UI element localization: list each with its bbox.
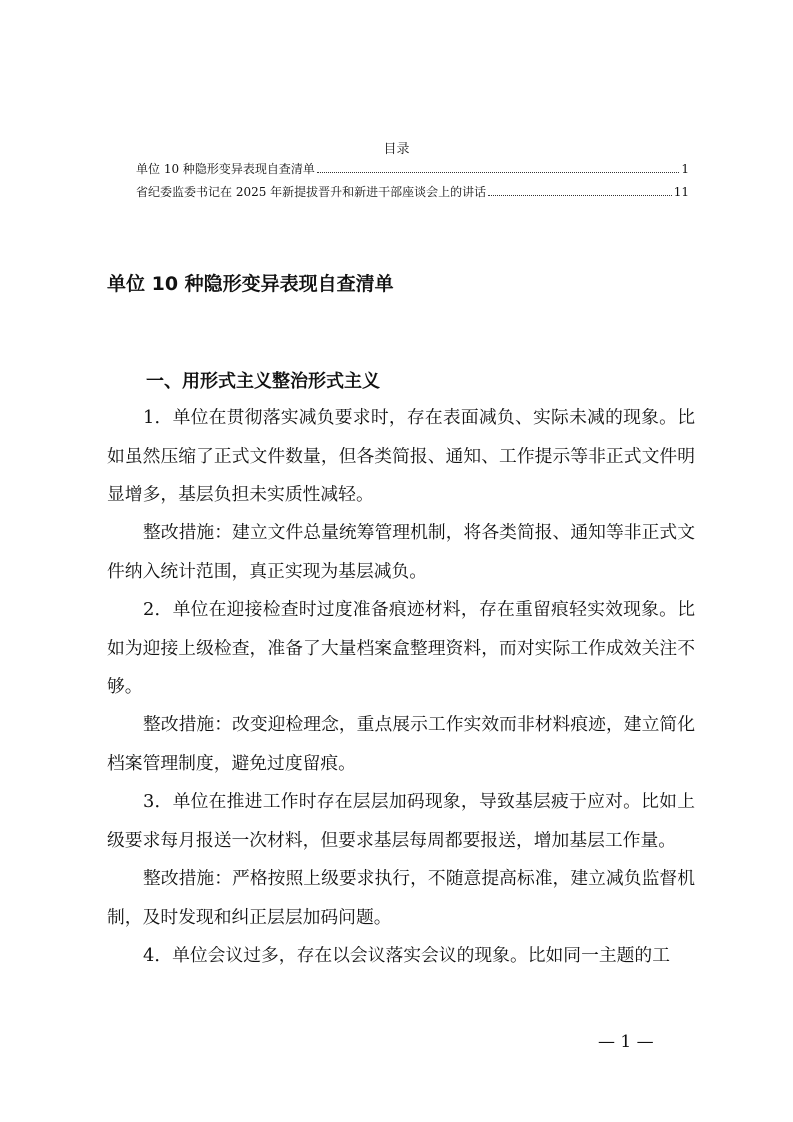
body-paragraph: 2．单位在迎接检查时过度准备痕迹材料，存在重留痕轻实效现象。比如为迎接上级检查，准备了大量档案盒整理资料，而对实际工作成效关注不够。 xyxy=(107,599,695,697)
body-paragraph: 整改措施：严格按照上级要求执行，不随意提高标准，建立减负监督机制，及时发现和纠正层层加码问题。 xyxy=(107,868,695,928)
page-number: — 1 — xyxy=(598,1032,654,1052)
toc-entry[interactable] xyxy=(136,183,689,201)
body-paragraph: 整改措施：建立文件总量统筹管理机制，将各类简报、通知等非正式文件纳入统计范围，真正实现为基层减负。 xyxy=(107,522,695,582)
toc-dot-leader xyxy=(488,184,672,196)
document-title: 单位 10 种隐形变异表现自查清单 xyxy=(107,273,394,295)
toc-entry[interactable] xyxy=(136,160,689,178)
toc-heading: 目录 xyxy=(383,142,410,157)
section-heading: 一、用形式主义整治形式主义 xyxy=(146,371,380,392)
toc-entry-title: 单位 10 种隐形变异表现自查清单 xyxy=(136,162,315,176)
body-paragraph: 整改措施：改变迎检理念，重点展示工作实效而非材料痕迹，建立简化档案管理制度，避免过度留痕。 xyxy=(107,714,695,774)
toc-entry-title: 省纪委监委书记在 2025 年新提拔晋升和新进干部座谈会上的讲话 xyxy=(136,185,487,199)
body-paragraph: 3．单位在推进工作时存在层层加码现象，导致基层疲于应对。比如上级要求每月报送一次材料，但要求基层每周都要报送，增加基层工作量。 xyxy=(107,791,695,851)
toc-dot-leader xyxy=(317,161,679,173)
toc-entry-page: 1 xyxy=(681,162,689,176)
toc-entry-page: 11 xyxy=(673,185,689,199)
body-paragraph: 4．单位会议过多，存在以会议落实会议的现象。比如同一主题的工 xyxy=(143,945,670,966)
body-paragraph: 1．单位在贯彻落实减负要求时，存在表面减负、实际未减的现象。比如虽然压缩了正式文件数量，但各类简报、通知、工作提示等非正式文件明显增多，基层负担未实质性减轻。 xyxy=(107,407,695,505)
